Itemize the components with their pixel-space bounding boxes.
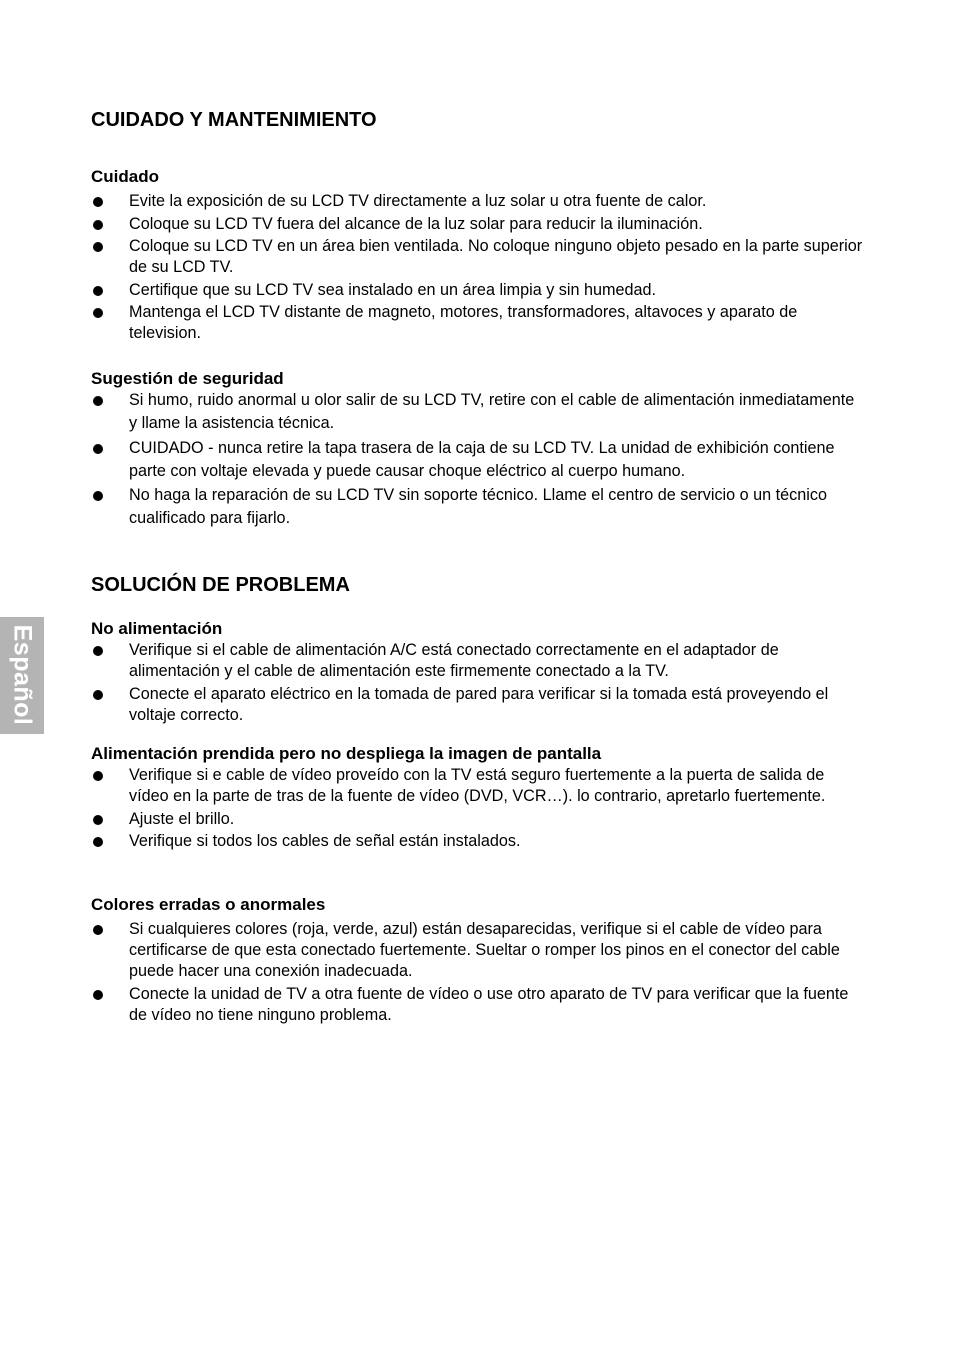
subsection-title-colors: Colores erradas o anormales	[91, 895, 326, 914]
list-item: Verifique si el cable de alimentación A/C está conectado correctamente en el adaptador de alimentación y el cable de alimentación este firmemente conectado a la TV.	[91, 640, 866, 682]
list-item: Si humo, ruido anormal u olor salir de su LCD TV, retire con el cable de alimentación inmediatamente y llame la asistencia técnica.	[91, 389, 866, 435]
language-tab-label: Español	[8, 624, 37, 726]
no-power-list	[91, 640, 866, 727]
list-item: Evite la exposición de su LCD TV directamente a luz solar u otra fuente de calor.	[91, 191, 866, 212]
bullet-icon	[93, 308, 103, 318]
list-item: Ajuste el brillo.	[91, 809, 866, 830]
bullet-icon	[93, 925, 103, 935]
list-item: CUIDADO - nunca retire la tapa trasera de la caja de su LCD TV. La unidad de exhibición contiene parte con voltaje elevada y puede causar choque eléctrico al cuerpo humano.	[91, 437, 866, 483]
language-tab	[0, 617, 44, 734]
section-title-care: CUIDADO Y MANTENIMIENTO	[91, 109, 377, 131]
bullet-icon	[93, 690, 103, 700]
bullet-icon	[93, 396, 103, 406]
section-title-troubleshooting: SOLUCIÓN DE PROBLEMA	[91, 574, 350, 596]
care-list	[91, 191, 866, 346]
safety-list	[91, 389, 866, 532]
subsection-title-no-power: No alimentación	[91, 619, 223, 638]
bullet-icon	[93, 815, 103, 825]
bullet-icon	[93, 771, 103, 781]
subsection-title-safety: Sugestión de seguridad	[91, 369, 284, 388]
list-item: Coloque su LCD TV en un área bien ventilada. No coloque ninguno objeto pesado en la parte superior de su LCD TV.	[91, 236, 866, 278]
bullet-icon	[93, 990, 103, 1000]
bullet-icon	[93, 646, 103, 656]
subsection-title-care: Cuidado	[91, 167, 159, 186]
colors-list	[91, 919, 866, 1027]
list-item: Coloque su LCD TV fuera del alcance de la luz solar para reducir la iluminación.	[91, 214, 866, 235]
list-item: Verifique si e cable de vídeo proveído con la TV está seguro fuertemente a la puerta de salida de vídeo en la parte de tras de la fuente de vídeo (DVD, VCR…). lo contrario, apretarlo fuertemente.	[91, 765, 866, 807]
bullet-icon	[93, 444, 103, 454]
list-item: No haga la reparación de su LCD TV sin soporte técnico. Llame el centro de servicio o un técnico cualificado para fijarlo.	[91, 484, 866, 530]
list-item: Conecte el aparato eléctrico en la tomada de pared para verificar si la tomada está proveyendo el voltaje correcto.	[91, 684, 866, 726]
bullet-icon	[93, 197, 103, 207]
subsection-title-no-image: Alimentación prendida pero no despliega la imagen de pantalla	[91, 744, 602, 763]
bullet-icon	[93, 242, 103, 252]
list-item: Certifique que su LCD TV sea instalado en un área limpia y sin humedad.	[91, 280, 866, 301]
no-image-list	[91, 765, 866, 854]
bullet-icon	[93, 220, 103, 230]
list-item: Si cualquieres colores (roja, verde, azul) están desaparecidas, verifique si el cable de vídeo para certificarse de que esta conectado fuertemente. Sueltar o romper los pinos en el conector del cable puede hacer una conexión inadecuada.	[91, 919, 866, 982]
bullet-icon	[93, 837, 103, 847]
list-item: Mantenga el LCD TV distante de magneto, motores, transformadores, altavoces y aparato de television.	[91, 302, 866, 344]
list-item: Verifique si todos los cables de señal están instalados.	[91, 831, 866, 852]
list-item: Conecte la unidad de TV a otra fuente de vídeo o use otro aparato de TV para verificar que la fuente de vídeo no tiene ninguno problema.	[91, 984, 866, 1026]
bullet-icon	[93, 491, 103, 501]
bullet-icon	[93, 286, 103, 296]
